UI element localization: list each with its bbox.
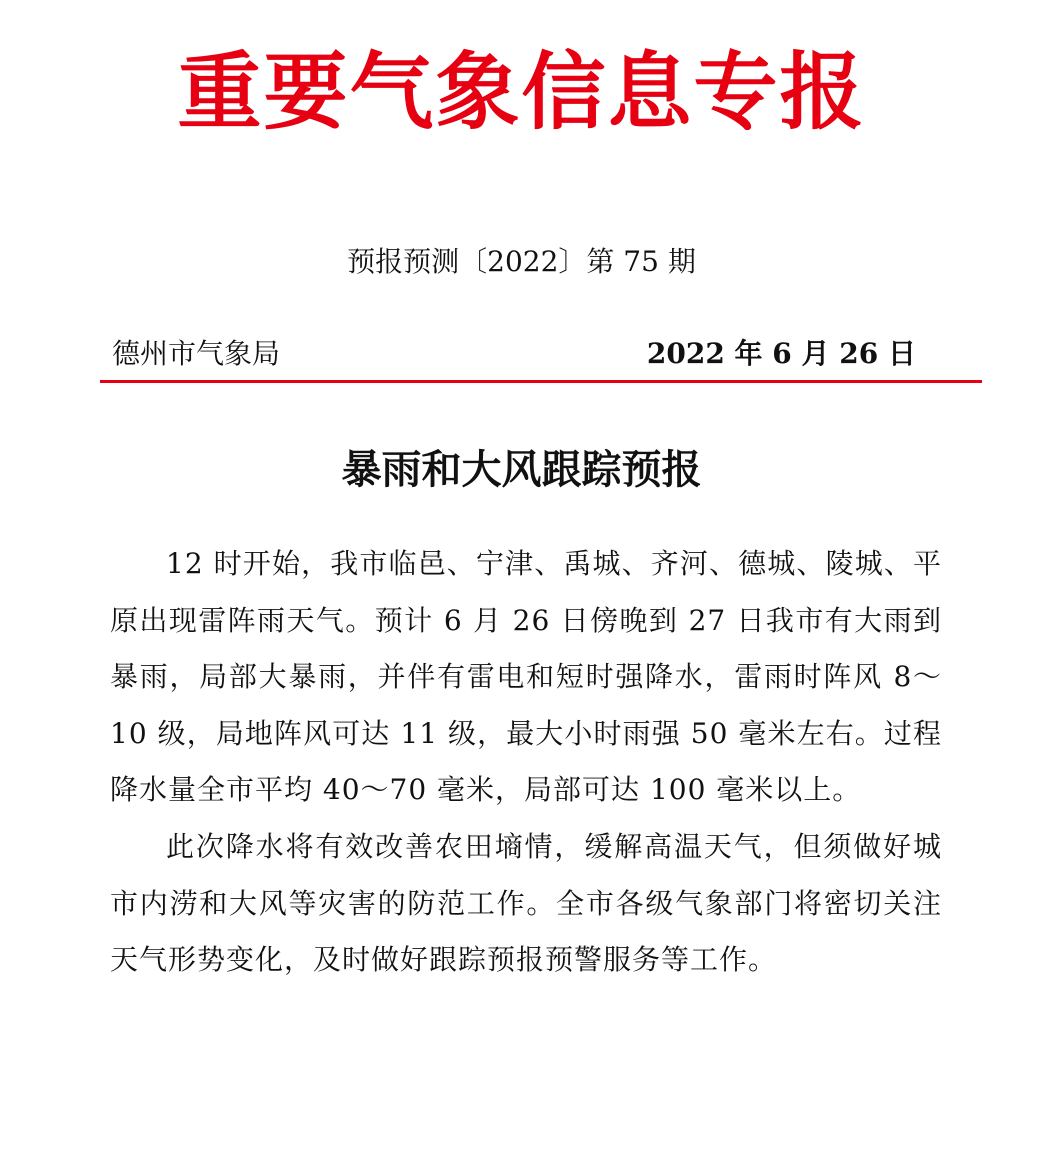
- document-title: 暴雨和大风跟踪预报: [341, 446, 702, 493]
- issue-number: 预报预测〔2022〕第 75 期: [347, 245, 696, 278]
- paragraph-2: 此次降水将有效改善农田墒情，缓解高温天气，但须做好城市内涝和大风等灾害的防范工作。全市各级气象部门将密切关注天气形势变化，及时做好跟踪预报预警服务等工作。: [110, 829, 942, 977]
- paragraph-1: 12 时开始，我市临邑、宁津、禹城、齐河、德城、陵城、平原出现雷阵雨天气。预计 6 月 26 日傍晚到 27 日我市有大雨到暴雨，局部大暴雨，并伴有雷电和短时强降水，雷雨时阵风 8～10 级，局地阵风可达 11 级，最大小时雨强 50 毫米左右。过程降水量全市平均 40～70 毫米，局部可达 100 毫米以上。: [110, 547, 942, 807]
- red-divider: [100, 380, 982, 383]
- meta-row: [112, 332, 916, 376]
- masthead-title: 重要气象信息专报: [177, 43, 866, 141]
- issuer: 德州市气象局: [112, 337, 281, 370]
- body-text: [110, 536, 942, 989]
- issue-date: 2022 年 6 月 26 日: [646, 337, 916, 370]
